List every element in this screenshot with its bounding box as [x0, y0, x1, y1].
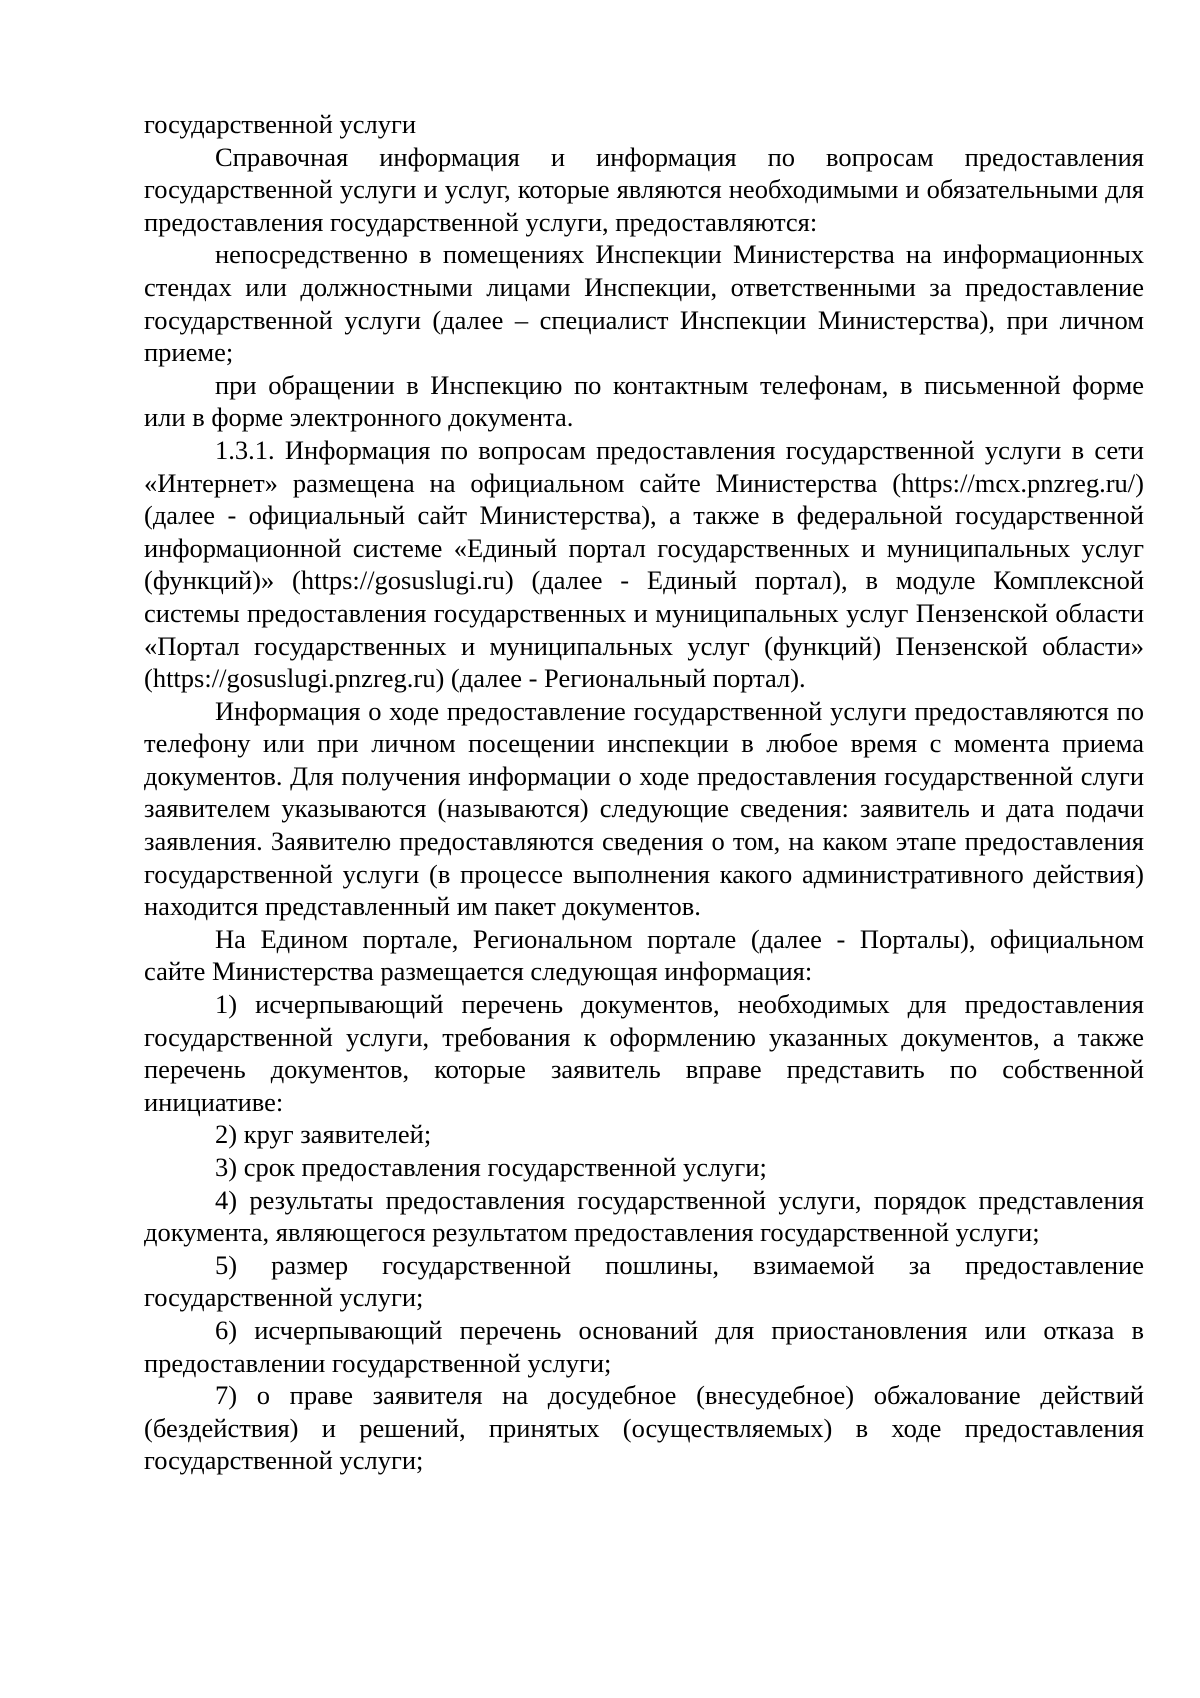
list-item-1-documents: 1) исчерпывающий перечень документов, необходимых для предоставления государственной услуги, требования к оформлению указанных документов, а также перечень документов, которые заявитель вправе представить по собственной инициативе: [144, 989, 1144, 1117]
list-item-3-term: 3) срок предоставления государственной услуги; [215, 1152, 767, 1182]
paragraph-by-contact: при обращении в Инспекцию по контактным телефонам, в письменной форме или в форме электронного документа. [144, 369, 1144, 433]
paragraph-reference-info: Справочная информация и информация по вопросам предоставления государственной услуги и услуг, которые являются необходимыми и обязательными для предоставления государственной услуги, предоставляются: [144, 141, 1144, 237]
list-item-6-refusal-grounds: 6) исчерпывающий перечень оснований для приостановления или отказа в предоставлении государственной услуги; [144, 1314, 1144, 1378]
paragraph-1-3-1-internet: 1.3.1. Информация по вопросам предоставления государственной услуги в сети «Интернет» размещена на официальном сайте Министерства (https://mcx.pnzreg.ru/) (далее - официальный сайт Министерства), а также в федеральной государственной информационной системе «Единый портал государственных и муниципальных услуг (функций)» (https://gosuslugi.ru) (далее - Единый портал), в модуле Комплексной системы предоставления государственных и муниципальных услуг Пензенской области «Портал государственных и муниципальных услуг (функций) Пензенской области» (https://gosuslugi.pnzreg.ru) (далее - Региональный портал). [144, 434, 1144, 694]
paragraph-continuation: государственной услуги [144, 109, 417, 139]
list-item-5-fee: 5) размер государственной пошлины, взимаемой за предоставление государственной услуги; [144, 1249, 1144, 1313]
list-item-7-appeal-right: 7) о праве заявителя на досудебное (внесудебное) обжалование действий (бездействия) и решений, принятых (осуществляемых) в ходе предоставления государственной услуги; [144, 1380, 1144, 1476]
list-item-2-applicants: 2) круг заявителей; [215, 1119, 432, 1150]
paragraph-progress-info: Информация о ходе предоставление государственной услуги предоставляются по телефону или при личном посещении инспекции в любое время с момента приема документов. Для получения информации о ходе предоставления государственной слуги заявителем указываются (называются) следующие сведения: заявитель и дата подачи заявления. Заявителю предоставляются сведения о том, на каком этапе предоставления государственной услуги (в процессе выполнения какого административного действия) находится представленный им пакет документов. [144, 695, 1144, 922]
paragraph-in-premises: непосредственно в помещениях Инспекции Министерства на информационных стендах или должностными лицами Инспекции, ответственными за предоставление государственной услуги (далее – специалист Инспекции Министерства), при личном приеме; [144, 239, 1144, 368]
list-item-4-results: 4) результаты предоставления государственной услуги, порядок представления документа, являющегося результатом предоставления государственной услуги; [144, 1184, 1144, 1248]
paragraph-portals-info: На Едином портале, Региональном портале (далее - Порталы), официальном сайте Министерства размещается следующая информация: [144, 923, 1144, 987]
document-page [144, 108, 1144, 1477]
